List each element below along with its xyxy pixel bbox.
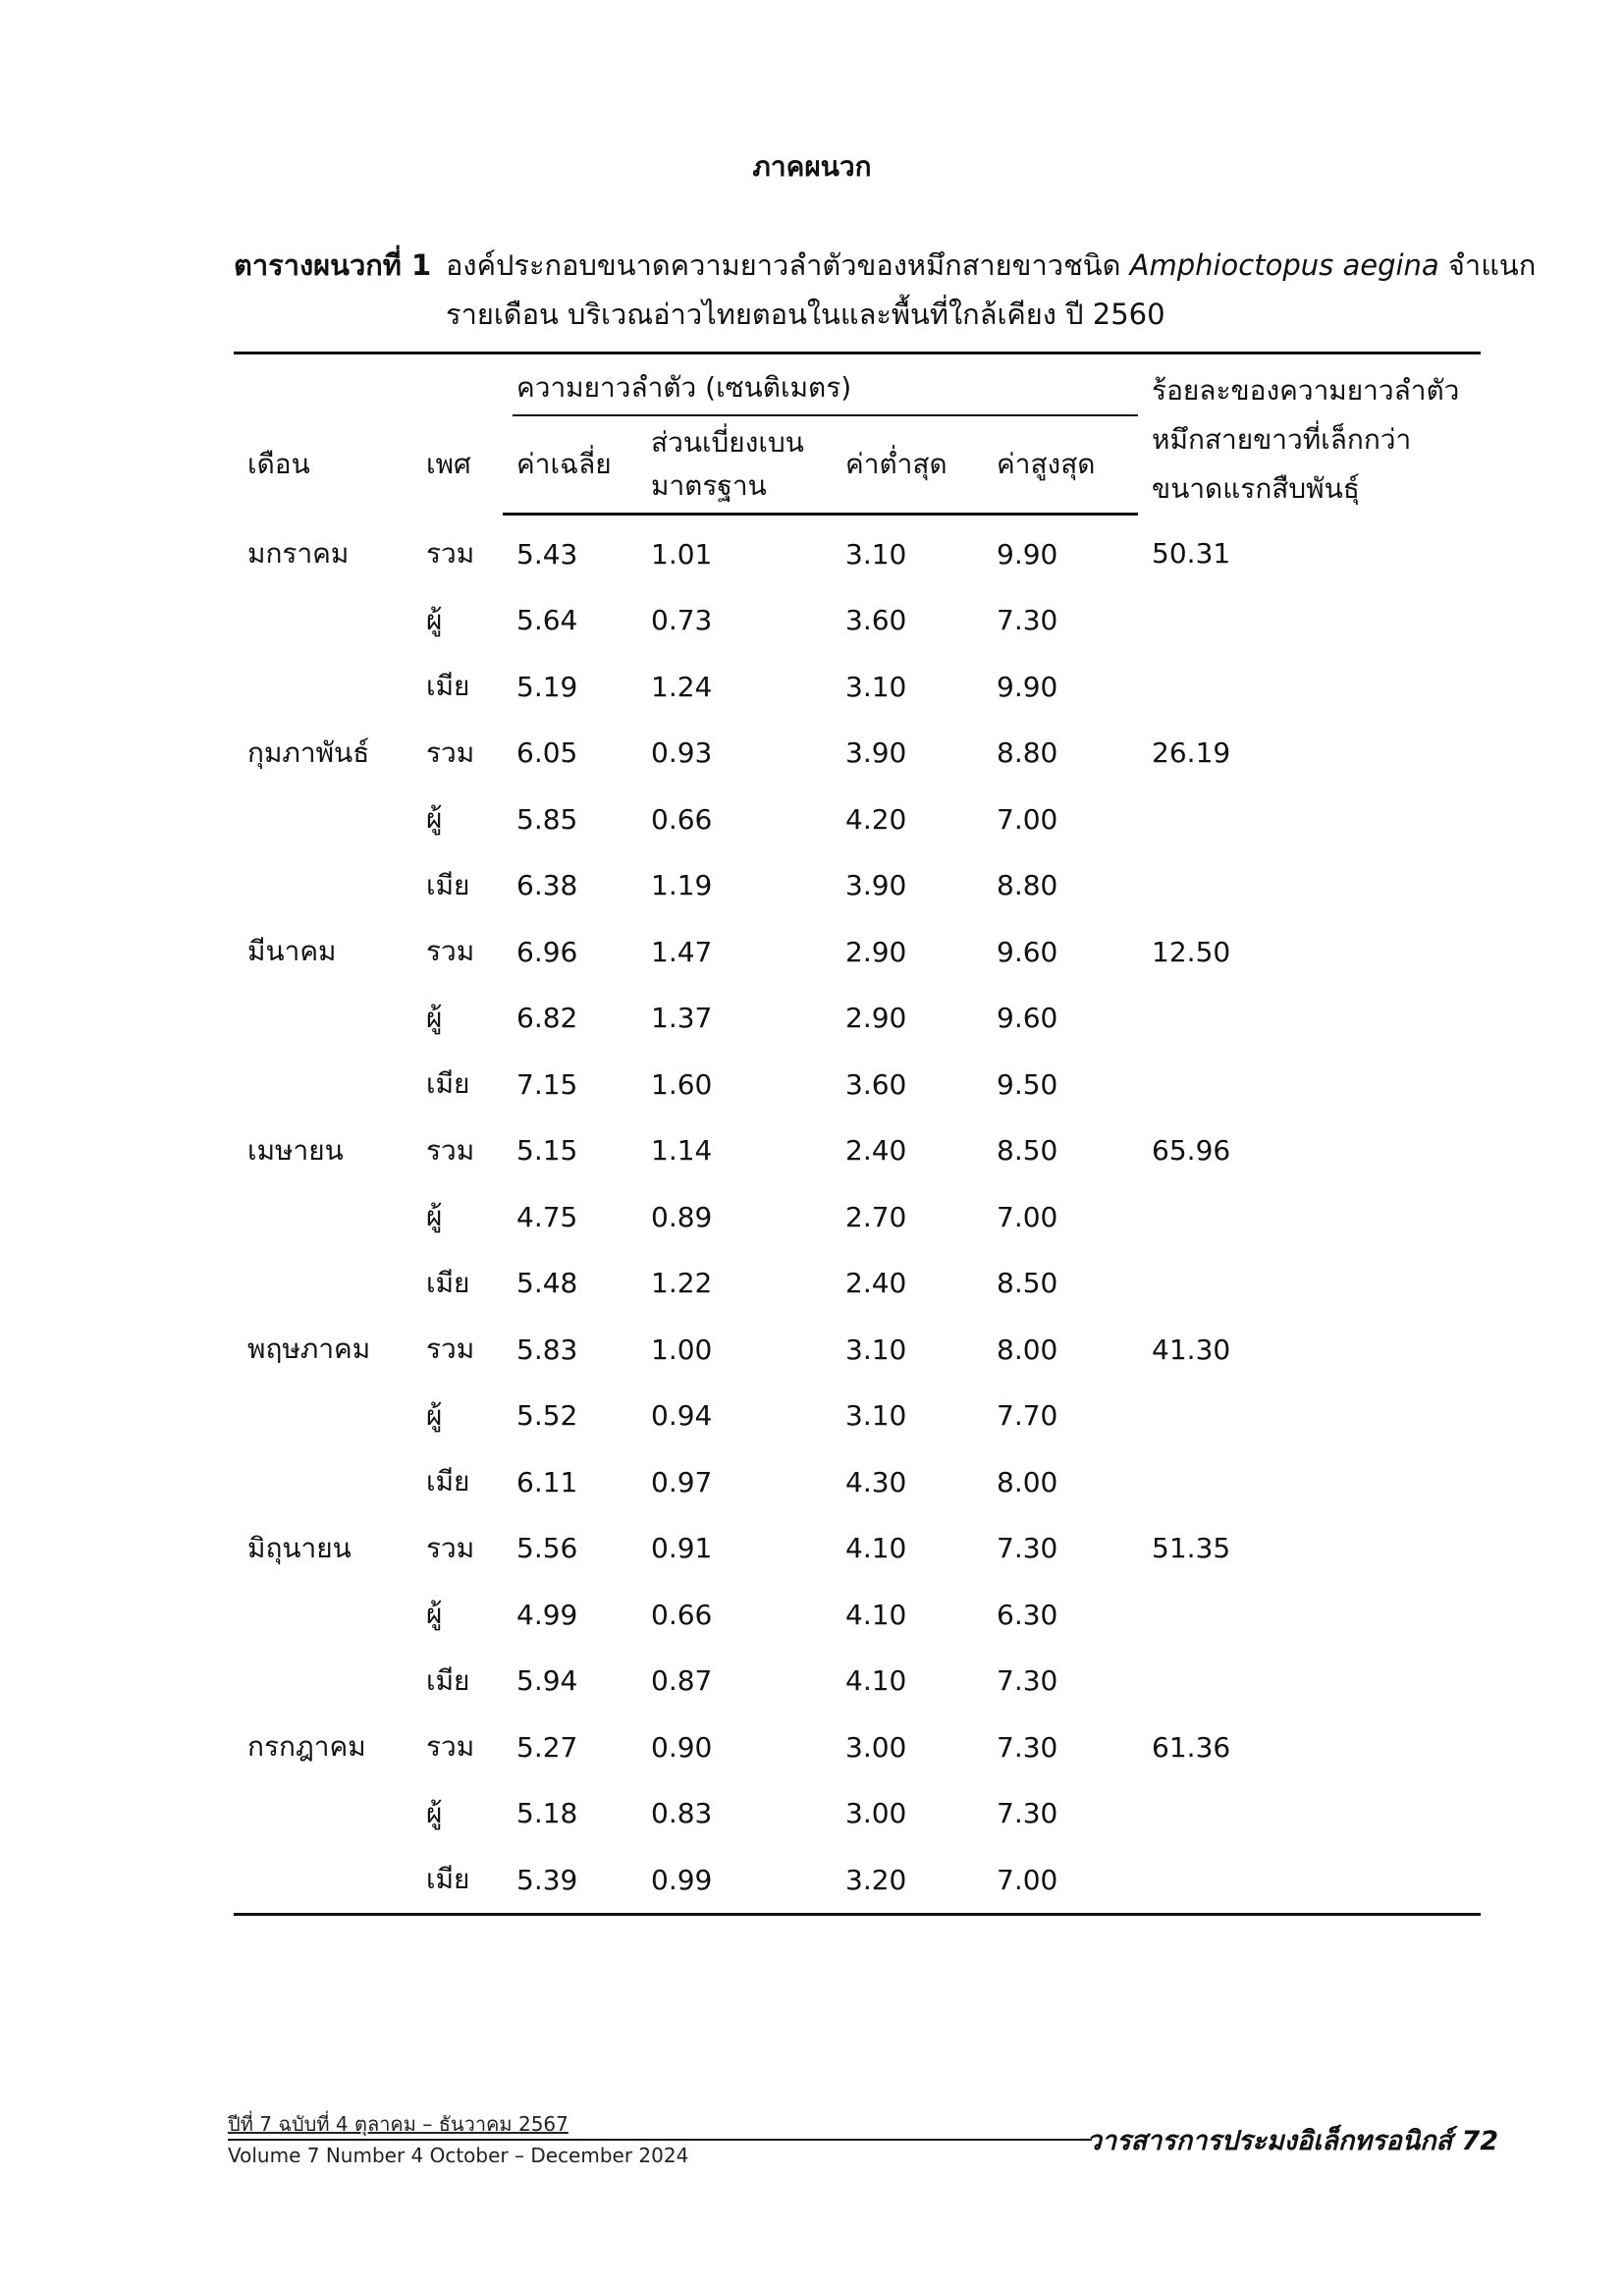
caption-species: Amphioctopus aegina: [1129, 248, 1439, 282]
table-row: [234, 1582, 1481, 1649]
cell-max: 6.30: [997, 1598, 1058, 1631]
cell-mean: 6.82: [516, 1002, 578, 1035]
table-row: [234, 654, 1481, 721]
cell-month: [234, 654, 412, 721]
caption-text-before-species: องค์ประกอบขนาดความยาวลำตัวของหมึกสายขาวชนิด: [446, 248, 1121, 282]
cell-month: กุมภาพันธ์: [247, 735, 370, 769]
cell-sex: ผู้: [426, 802, 443, 836]
cell-sd: 1.00: [651, 1333, 713, 1366]
cell-pct: 51.35: [1152, 1532, 1231, 1565]
header-percent: [1138, 354, 1481, 515]
cell-mean: 6.05: [516, 736, 578, 770]
cell-min: 2.40: [845, 1267, 907, 1300]
table-row: [234, 787, 1481, 853]
cell-max: 8.80: [997, 869, 1058, 902]
table-body: [234, 514, 1481, 1915]
cell-mean: 7.15: [516, 1067, 578, 1101]
table-row: [234, 852, 1481, 919]
cell-sd: 1.47: [651, 935, 713, 968]
cell-min: 3.10: [845, 1399, 907, 1433]
cell-sex: ผู้: [426, 1200, 443, 1233]
header-group-divider: [513, 414, 1138, 416]
cell-month: เมษายน: [247, 1133, 344, 1167]
cell-mean: 4.99: [516, 1598, 578, 1631]
cell-pct: 61.36: [1152, 1730, 1231, 1764]
footer-journal-name: วารสารการประมงอิเล็กทรอนิกส์: [1086, 2126, 1453, 2156]
cell-sex: ผู้: [426, 603, 443, 636]
cell-mean: 5.52: [516, 1399, 578, 1433]
cell-mean: 5.27: [516, 1730, 578, 1764]
cell-mean: 5.19: [516, 670, 578, 703]
cell-sd: 1.14: [651, 1134, 713, 1168]
cell-month: [234, 1052, 412, 1118]
cell-pct: 41.30: [1152, 1333, 1231, 1366]
cell-sd: 0.99: [637, 1847, 832, 1915]
cell-sex: รวม: [426, 1133, 475, 1167]
cell-min: 3.20: [832, 1847, 983, 1915]
cell-max: 8.50: [997, 1267, 1058, 1300]
cell-pct: [1138, 787, 1481, 853]
cell-min: 3.00: [845, 1730, 907, 1764]
cell-sex: ผู้: [426, 1001, 443, 1034]
cell-sd: 1.24: [651, 670, 713, 703]
cell-sex: รวม: [426, 1531, 475, 1564]
cell-sex: เมีย: [412, 1847, 503, 1915]
cell-sd: 0.73: [651, 604, 713, 637]
cell-mean: 6.38: [516, 869, 578, 902]
cell-pct: [1138, 1648, 1481, 1714]
cell-min: 3.90: [845, 869, 907, 902]
table-row: [234, 1714, 1481, 1781]
cell-pct: [1138, 1383, 1481, 1449]
header-sd-line1: ส่วนเบี่ยงเบน: [651, 425, 804, 459]
appendix-title: ภาคผนวก: [752, 150, 872, 183]
cell-month: [234, 587, 412, 654]
table-row: [234, 1317, 1481, 1384]
table-row: [234, 1117, 1481, 1184]
cell-min: 4.10: [845, 1664, 907, 1698]
header-percent-line2: หมึกสายขาวที่เล็กกว่า: [1152, 423, 1412, 456]
cell-max: 9.60: [997, 935, 1058, 968]
cell-pct: [1138, 1250, 1481, 1317]
table-row: [234, 1515, 1481, 1582]
footer-issue-en: Volume 7 Number 4 October – December 2024: [228, 2144, 689, 2167]
cell-sd: 1.37: [651, 1002, 713, 1035]
header-length-group-label: ความยาวลำตัว (เซนติเมตร): [516, 371, 852, 404]
table-row: [234, 1383, 1481, 1449]
cell-month: [234, 1582, 412, 1649]
cell-max: 7.30: [997, 1664, 1058, 1698]
header-percent-line1: ร้อยละของความยาวลำตัว: [1152, 374, 1460, 407]
header-min: ค่าต่ำสุด: [832, 416, 983, 514]
table-row: [234, 1780, 1481, 1847]
table-row: [234, 985, 1481, 1052]
table-row: [234, 1184, 1481, 1251]
caption-label: ตารางผนวกที่ 1: [234, 248, 432, 282]
cell-mean: 5.56: [516, 1532, 578, 1565]
cell-month: [234, 1449, 412, 1516]
cell-sex: รวม: [426, 1730, 475, 1764]
cell-sex: ผู้: [426, 1598, 443, 1631]
table-row: [234, 1250, 1481, 1317]
cell-pct: [1138, 1780, 1481, 1847]
cell-min: 3.00: [845, 1797, 907, 1830]
cell-sex: ผู้: [426, 1796, 443, 1829]
cell-sd: 1.01: [651, 537, 713, 571]
table-row: [234, 1052, 1481, 1118]
table-row: [234, 1847, 1481, 1915]
footer-journal: [1087, 2119, 1498, 2161]
cell-sd: 0.94: [651, 1399, 713, 1433]
cell-max: 7.30: [997, 1532, 1058, 1565]
table-row: [234, 720, 1481, 787]
cell-max: 8.00: [997, 1465, 1058, 1498]
cell-month: [234, 1780, 412, 1847]
cell-min: 4.10: [845, 1532, 907, 1565]
cell-month: พฤษภาคม: [247, 1333, 371, 1366]
header-mean: ค่าเฉลี่ย: [503, 416, 637, 514]
header-length-group: [503, 354, 1138, 416]
cell-max: 9.50: [997, 1067, 1058, 1101]
cell-min: 3.90: [845, 736, 907, 770]
cell-month: [234, 1383, 412, 1449]
cell-sex: เมีย: [426, 670, 470, 703]
cell-sex: เมีย: [426, 1266, 470, 1299]
length-composition-table: [234, 352, 1481, 1916]
table-row: [234, 1648, 1481, 1714]
cell-sex: รวม: [426, 735, 475, 769]
cell-pct: [1138, 1582, 1481, 1649]
cell-sd: 0.89: [651, 1200, 713, 1233]
cell-min: 3.10: [845, 670, 907, 703]
cell-sd: 0.66: [651, 1598, 713, 1631]
table-row: [234, 1449, 1481, 1516]
cell-pct: [1138, 1052, 1481, 1118]
cell-month: มิถุนายน: [247, 1531, 352, 1564]
caption-line2: รายเดือน บริเวณอ่าวไทยตอนในและพื้นที่ใกล้เคียง ปี 2560: [446, 298, 1165, 331]
cell-sex: ผู้: [426, 1398, 443, 1432]
cell-sd: 1.22: [651, 1267, 713, 1300]
cell-pct: [1138, 1184, 1481, 1251]
cell-pct: 12.50: [1152, 935, 1231, 968]
cell-mean: 6.96: [516, 935, 578, 968]
cell-pct: [1138, 985, 1481, 1052]
cell-sex: เมีย: [426, 1465, 470, 1498]
cell-pct: 50.31: [1152, 537, 1231, 570]
cell-max: 7.00: [997, 1200, 1058, 1233]
cell-month: กรกฎาคม: [247, 1730, 366, 1764]
table-row: [234, 919, 1481, 986]
footer-page-number: 72: [1461, 2126, 1498, 2156]
cell-sd: 0.87: [651, 1664, 713, 1698]
header-sex: เพศ: [412, 354, 503, 515]
cell-max: 8.80: [997, 736, 1058, 770]
cell-max: 7.00: [983, 1847, 1138, 1915]
cell-min: 3.10: [845, 537, 907, 571]
cell-max: 7.30: [997, 1730, 1058, 1764]
cell-mean: 5.94: [516, 1664, 578, 1698]
cell-month: มกราคม: [247, 536, 350, 570]
cell-pct: [1138, 654, 1481, 721]
cell-sd: 1.19: [651, 869, 713, 902]
cell-pct: [1138, 587, 1481, 654]
caption-text-after-species: จำแนก: [1447, 248, 1537, 282]
cell-max: 9.90: [997, 537, 1058, 571]
cell-month: [234, 1847, 412, 1915]
cell-mean: 6.11: [516, 1465, 578, 1498]
cell-max: 8.50: [997, 1134, 1058, 1168]
cell-month: [234, 985, 412, 1052]
footer-issue-th: ปีที่ 7 ฉบับที่ 4 ตุลาคม – ธันวาคม 2567: [228, 2112, 568, 2136]
header-sd: [637, 416, 832, 514]
footer-divider: [228, 2139, 1092, 2141]
cell-max: 7.00: [997, 802, 1058, 836]
cell-sd: 0.91: [651, 1532, 713, 1565]
cell-sex: เมีย: [426, 1067, 470, 1101]
cell-sd: 1.60: [651, 1067, 713, 1101]
cell-min: 2.40: [845, 1134, 907, 1168]
table-row: [234, 587, 1481, 654]
cell-mean: 5.18: [516, 1797, 578, 1830]
cell-max: 7.30: [997, 604, 1058, 637]
table-caption: [234, 241, 1537, 339]
cell-max: 7.70: [997, 1399, 1058, 1433]
cell-mean: 5.48: [516, 1267, 578, 1300]
cell-pct: 26.19: [1152, 736, 1231, 770]
cell-min: 2.70: [845, 1200, 907, 1233]
cell-min: 3.60: [845, 1067, 907, 1101]
header-month: เดือน: [234, 354, 412, 515]
cell-min: 4.20: [845, 802, 907, 836]
cell-mean: 4.75: [516, 1200, 578, 1233]
cell-month: [234, 787, 412, 853]
header-sd-line2: มาตรฐาน: [651, 468, 767, 502]
caption-line1: [446, 241, 1536, 290]
cell-month: [234, 1184, 412, 1251]
cell-min: 4.10: [845, 1598, 907, 1631]
cell-pct: [1138, 852, 1481, 919]
cell-sex: รวม: [426, 935, 475, 968]
cell-mean: 5.15: [516, 1134, 578, 1168]
cell-max: 7.30: [997, 1797, 1058, 1830]
cell-min: 3.10: [845, 1333, 907, 1366]
cell-sex: เมีย: [426, 1663, 470, 1697]
cell-sex: เมีย: [426, 868, 470, 901]
cell-pct: 65.96: [1152, 1134, 1231, 1168]
cell-mean: 5.85: [516, 802, 578, 836]
cell-month: [234, 1250, 412, 1317]
cell-month: [234, 852, 412, 919]
cell-max: 9.90: [997, 670, 1058, 703]
cell-month: [234, 1648, 412, 1714]
cell-min: 2.90: [845, 1002, 907, 1035]
cell-mean: 5.39: [503, 1847, 637, 1915]
table-row: [234, 514, 1481, 587]
header-percent-line3: ขนาดแรกสืบพันธุ์: [1152, 472, 1360, 505]
cell-max: 8.00: [997, 1333, 1058, 1366]
cell-max: 9.60: [997, 1002, 1058, 1035]
cell-min: 3.60: [845, 604, 907, 637]
header-max: ค่าสูงสุด: [983, 416, 1138, 514]
cell-sd: 0.66: [651, 802, 713, 836]
cell-sd: 0.83: [651, 1797, 713, 1830]
cell-mean: 5.64: [516, 604, 578, 637]
cell-sex: รวม: [426, 1333, 475, 1366]
cell-month: มีนาคม: [247, 935, 337, 968]
cell-pct: [1138, 1847, 1481, 1915]
cell-min: 2.90: [845, 935, 907, 968]
cell-pct: [1138, 1449, 1481, 1516]
cell-min: 4.30: [845, 1465, 907, 1498]
cell-sd: 0.93: [651, 736, 713, 770]
cell-sex: รวม: [426, 536, 475, 570]
cell-sd: 0.97: [651, 1465, 713, 1498]
cell-sd: 0.90: [651, 1730, 713, 1764]
cell-mean: 5.43: [516, 537, 578, 571]
cell-mean: 5.83: [516, 1333, 578, 1366]
